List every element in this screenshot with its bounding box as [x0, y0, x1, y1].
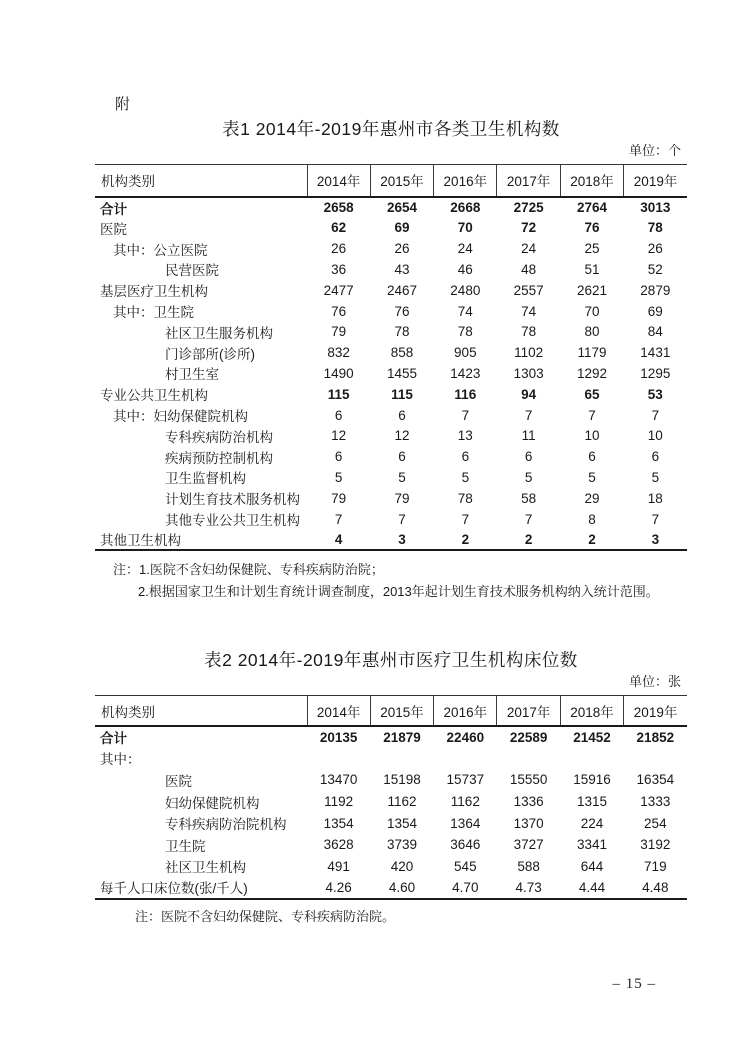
row-label: 专科疾病防治院机构	[165, 817, 287, 833]
column-header: 2018年	[560, 165, 623, 197]
row-value: 719	[644, 858, 667, 874]
row-label: 疾病预防控制机构	[165, 450, 273, 466]
row-value: 1315	[576, 794, 607, 810]
row-label: 其他卫生机构	[100, 533, 181, 549]
row-value: 15916	[573, 772, 611, 788]
row-value: 6	[334, 449, 343, 465]
table-row	[95, 405, 687, 426]
row-value: 2725	[513, 200, 544, 215]
row-value: 76	[584, 220, 600, 236]
row-value: 3739	[386, 837, 418, 853]
row-value: 224	[580, 815, 604, 831]
table-row	[95, 342, 687, 363]
row-value: 5	[588, 469, 596, 485]
row-value: 3646	[450, 837, 481, 853]
row-value: 65	[584, 386, 600, 402]
row-value: 18	[647, 490, 663, 506]
row-value: 1423	[450, 365, 481, 381]
column-header: 2019年	[624, 696, 687, 726]
row-value: 4	[334, 531, 343, 547]
row-value: 3341	[576, 837, 607, 853]
table1-section	[95, 116, 687, 603]
column-header: 机构类别	[95, 165, 307, 197]
row-value: 22460	[446, 729, 485, 745]
row-value: 545	[454, 858, 477, 874]
row-value: 6	[334, 407, 343, 423]
row-value: 3628	[323, 837, 354, 853]
row-value: 7	[588, 407, 596, 423]
row-value: 5	[398, 469, 406, 485]
row-value: 58	[521, 490, 537, 506]
row-value: 4.73	[515, 879, 542, 895]
row-value: 15198	[383, 772, 421, 788]
row-value: 1295	[640, 365, 671, 381]
row-value: 7	[398, 511, 406, 527]
row-value: 3727	[513, 837, 544, 853]
row-value: 53	[647, 386, 663, 402]
row-value: 3	[651, 531, 660, 547]
column-header: 2014年	[307, 696, 370, 726]
row-value: 69	[647, 303, 663, 319]
column-header: 2017年	[497, 165, 560, 197]
row-label: 其中：妇幼保健院机构	[113, 409, 248, 425]
table-row	[95, 467, 687, 488]
row-value: 6	[461, 449, 470, 465]
row-value: 22589	[509, 729, 548, 745]
row-value: 72	[521, 220, 537, 236]
table-row	[95, 529, 687, 550]
row-value: 20135	[319, 729, 358, 745]
row-value: 1336	[513, 794, 544, 810]
row-value: 116	[454, 386, 477, 402]
row-label: 每千人口床位数(张/千人)	[100, 881, 248, 897]
row-value: 16354	[636, 772, 675, 788]
row-value	[307, 748, 370, 770]
row-label: 基层医疗卫生机构	[100, 284, 208, 300]
row-value: 13470	[319, 772, 358, 788]
row-value: 46	[457, 261, 473, 277]
row-value: 26	[394, 241, 410, 257]
header-row	[95, 165, 687, 197]
row-value: 7	[651, 407, 660, 423]
table-row	[95, 834, 687, 856]
row-label: 其中：	[100, 752, 141, 768]
row-value: 6	[524, 449, 533, 465]
table-row	[95, 384, 687, 405]
row-value: 4.70	[452, 879, 479, 895]
row-label: 计划生育技术服务机构	[165, 492, 300, 508]
row-value: 3013	[640, 200, 671, 215]
row-value	[434, 748, 497, 770]
row-label: 专业公共卫生机构	[100, 388, 208, 404]
page-number: – 15 –	[612, 976, 656, 992]
row-value	[560, 748, 623, 770]
table1-note-2: 2.根据国家卫生和计划生育统计调查制度，2013年起计划生育技术服务机构纳入统计范围。	[138, 584, 659, 600]
row-value: 1162	[450, 794, 480, 810]
row-value: 3192	[640, 837, 671, 853]
column-header: 2015年	[370, 696, 433, 726]
row-value: 12	[394, 428, 410, 444]
row-value: 15550	[509, 772, 548, 788]
table2-notes	[95, 906, 687, 928]
table1-title: 表1 2014年-2019年惠州市各类卫生机构数	[222, 119, 560, 139]
row-value: 1455	[386, 365, 418, 381]
row-value: 84	[647, 324, 663, 340]
table-row	[95, 425, 687, 446]
table-row	[95, 877, 687, 899]
row-value	[497, 748, 560, 770]
table-row	[95, 301, 687, 322]
table-row	[95, 488, 687, 509]
row-value: 491	[327, 858, 350, 874]
row-value: 70	[457, 220, 473, 236]
row-value: 94	[521, 386, 537, 402]
row-value: 79	[394, 490, 410, 506]
document-content	[95, 0, 687, 928]
row-value: 4.48	[642, 879, 669, 895]
row-label: 其中：卫生院	[113, 305, 194, 321]
row-value: 588	[517, 858, 540, 874]
row-value: 1354	[323, 815, 354, 831]
column-header: 2019年	[624, 165, 687, 197]
row-value: 1292	[576, 365, 607, 381]
row-value: 26	[331, 241, 347, 257]
row-value: 1102	[514, 345, 544, 361]
row-value: 1162	[387, 794, 417, 810]
table-row	[95, 363, 687, 384]
row-value: 420	[390, 858, 414, 874]
column-header: 2016年	[434, 165, 497, 197]
table-row	[95, 726, 687, 748]
table-row	[95, 197, 687, 218]
table-row	[95, 509, 687, 530]
row-value: 7	[524, 511, 533, 527]
table1-unit-label: 单位：个	[628, 143, 681, 158]
row-value: 1370	[513, 815, 544, 831]
row-value: 51	[584, 261, 600, 277]
row-value: 5	[334, 469, 343, 485]
row-value: 21452	[573, 729, 611, 745]
row-value: 1192	[324, 794, 354, 810]
row-value: 1179	[577, 345, 607, 361]
row-value: 70	[584, 303, 600, 319]
row-value: 6	[588, 449, 596, 465]
row-value: 78	[457, 324, 473, 340]
row-value: 1364	[450, 815, 481, 831]
table1-notes	[95, 559, 687, 603]
row-value: 4.60	[388, 879, 416, 895]
row-value: 115	[391, 386, 413, 402]
row-value: 7	[461, 407, 470, 423]
row-value: 7	[524, 407, 533, 423]
table-row	[95, 791, 687, 813]
table-row	[95, 856, 687, 878]
table-row	[95, 446, 687, 467]
row-value: 79	[331, 490, 347, 506]
row-label: 卫生监督机构	[165, 471, 246, 487]
table1-health-institutions	[95, 164, 687, 551]
row-value: 78	[394, 324, 410, 340]
table-row	[95, 218, 687, 239]
row-value: 2668	[450, 200, 481, 215]
row-value: 4.44	[578, 879, 606, 895]
row-value: 7	[334, 511, 343, 527]
row-value: 7	[461, 511, 470, 527]
row-value: 74	[457, 303, 473, 319]
row-value: 2480	[450, 282, 481, 298]
column-header: 2016年	[434, 696, 497, 726]
row-value: 80	[584, 324, 600, 340]
row-value: 858	[390, 345, 414, 361]
table1-note-1: 注：1.医院不含妇幼保健院、专科疾病防治院；	[113, 562, 384, 578]
row-value: 43	[394, 261, 410, 277]
row-value: 2879	[640, 282, 671, 298]
row-value: 1333	[640, 794, 671, 810]
row-label: 其中：公立医院	[113, 242, 208, 258]
row-value: 1354	[386, 815, 418, 831]
row-value: 69	[394, 220, 410, 236]
table2-hospital-beds	[95, 695, 687, 899]
row-value: 62	[331, 220, 347, 236]
table2-section	[95, 647, 687, 927]
table-row	[95, 280, 687, 301]
row-value: 78	[457, 490, 473, 506]
row-value: 21879	[383, 729, 421, 745]
row-value: 13	[457, 428, 473, 444]
table-row	[95, 769, 687, 791]
row-value: 1303	[513, 365, 544, 381]
row-value: 78	[647, 220, 663, 236]
row-value: 76	[331, 303, 347, 319]
row-value: 12	[331, 428, 347, 444]
row-value: 21852	[636, 729, 675, 745]
row-value: 29	[584, 490, 600, 506]
table-row	[95, 259, 687, 280]
row-value: 48	[521, 261, 537, 277]
row-value: 74	[521, 303, 537, 319]
row-value: 3	[398, 531, 406, 547]
row-label: 其他专业公共卫生机构	[165, 513, 300, 529]
row-value: 2764	[576, 200, 607, 215]
table-row	[95, 238, 687, 259]
column-header: 2015年	[370, 165, 433, 197]
row-value: 644	[580, 858, 604, 874]
row-value: 115	[327, 386, 350, 402]
row-label: 门诊部所(诊所)	[165, 346, 255, 362]
table2-title: 表2 2014年-2019年惠州市医疗卫生机构床位数	[204, 650, 578, 671]
row-label: 社区卫生机构	[165, 860, 246, 876]
column-header: 2018年	[560, 696, 623, 726]
row-value: 25	[584, 241, 600, 257]
appendix-label: 附	[115, 96, 131, 113]
row-value: 2621	[576, 282, 607, 298]
row-value: 11	[521, 428, 536, 444]
row-label: 民营医院	[165, 263, 219, 279]
header-row	[95, 696, 687, 726]
row-value: 24	[457, 241, 473, 257]
row-value: 5	[651, 469, 660, 485]
row-label: 合计	[100, 731, 127, 747]
row-value: 76	[394, 303, 410, 319]
row-value: 5	[461, 469, 470, 485]
row-value	[624, 748, 687, 770]
row-value: 5	[524, 469, 533, 485]
row-value: 7	[651, 511, 660, 527]
column-header: 2014年	[307, 165, 370, 197]
row-label: 医院	[165, 773, 192, 789]
row-label: 医院	[100, 221, 127, 237]
row-value: 4.26	[325, 879, 352, 895]
table2-note-1: 注：医院不含妇幼保健院、专科疾病防治院。	[135, 908, 396, 924]
row-label: 妇幼保健院机构	[165, 795, 260, 811]
row-value: 254	[644, 815, 667, 831]
column-header: 机构类别	[95, 696, 307, 726]
row-value: 2658	[323, 200, 354, 215]
table2-unit-label: 单位：张	[628, 674, 681, 690]
row-value: 2	[461, 531, 470, 547]
row-value: 6	[398, 449, 406, 465]
row-value: 8	[588, 511, 596, 527]
row-label: 社区卫生服务机构	[165, 325, 273, 341]
row-value: 1490	[323, 365, 354, 381]
column-header: 2017年	[497, 696, 560, 726]
row-value: 10	[584, 428, 600, 444]
row-value: 24	[521, 241, 537, 257]
table-row	[95, 748, 687, 770]
row-value: 26	[647, 241, 663, 257]
row-label: 卫生院	[165, 838, 206, 854]
row-label: 专科疾病防治机构	[165, 429, 273, 445]
row-value: 10	[647, 428, 663, 444]
row-value: 36	[331, 261, 347, 277]
table-row	[95, 321, 687, 342]
row-value	[370, 748, 433, 770]
row-value: 2654	[386, 200, 418, 215]
table-row	[95, 812, 687, 834]
row-value: 15737	[446, 772, 485, 788]
row-value: 78	[521, 324, 537, 340]
row-label: 村卫生室	[165, 367, 219, 383]
row-value: 2467	[386, 282, 418, 298]
row-value: 2	[524, 531, 533, 547]
row-label: 合计	[100, 201, 127, 217]
row-value: 52	[647, 261, 663, 277]
row-value: 832	[327, 345, 350, 361]
row-value: 79	[331, 324, 347, 340]
row-value: 2	[588, 531, 596, 547]
row-value: 6	[651, 449, 660, 465]
row-value: 1431	[640, 345, 671, 361]
row-value: 905	[454, 345, 477, 361]
row-value: 2477	[323, 282, 354, 298]
row-value: 2557	[513, 282, 544, 298]
row-value: 6	[398, 407, 406, 423]
